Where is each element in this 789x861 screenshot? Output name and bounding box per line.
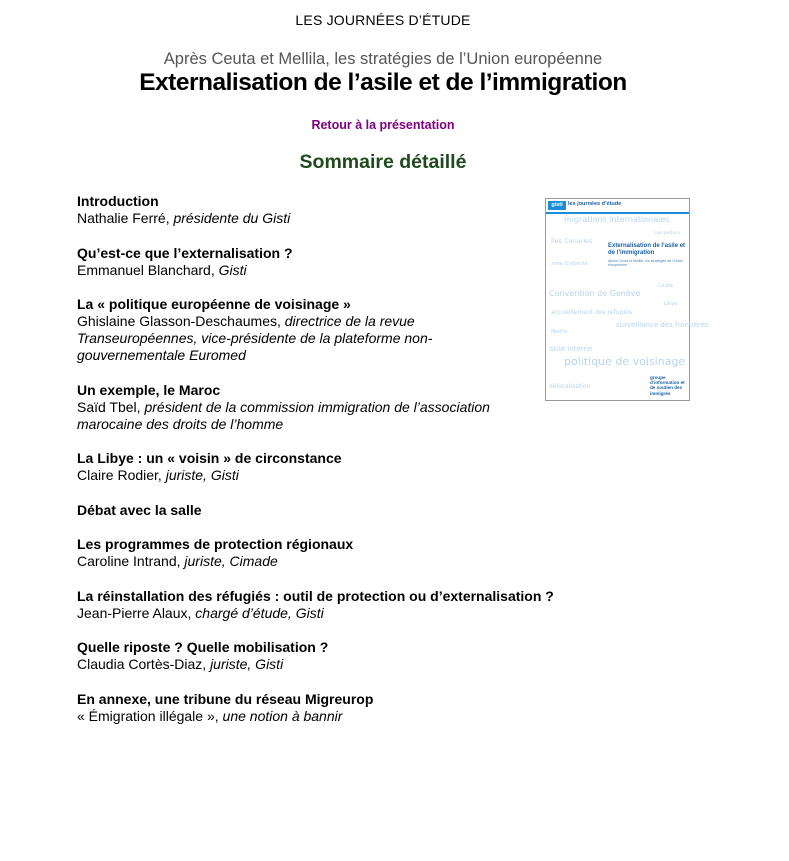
toc-heading: Sommaire détaillé bbox=[299, 151, 467, 173]
toc-entry-role: chargé d’étude, Gisti bbox=[195, 604, 324, 621]
toc-entry-role: président de la commission immigration de l’association marocaine des droits de l’homme bbox=[77, 398, 490, 432]
back-to-presentation-link[interactable]: Retour à la présentation bbox=[311, 118, 455, 132]
toc-entry-voisinage bbox=[77, 296, 527, 364]
toc-entry-role: présidente du Gisti bbox=[173, 210, 291, 226]
toc-entry-libye bbox=[77, 450, 527, 484]
toc-entry-title[interactable]: Quelle riposte ? Quelle mobilisation ? bbox=[77, 639, 329, 655]
cover-word: délocalisation bbox=[549, 383, 591, 390]
toc-entry-title[interactable]: La réinstallation des réfugiés : outil de protection ou d’externalisation ? bbox=[77, 587, 554, 604]
toc-entry-title[interactable]: La « politique européenne de voisinage » bbox=[77, 296, 351, 312]
toc-entry-annexe bbox=[77, 691, 527, 725]
cover-subtitle: Après Ceuta et Mellila, les stratégies de l’Union européenne bbox=[608, 259, 684, 268]
toc-entry-externalisation bbox=[77, 245, 527, 279]
series-title: LES JOURNÉES D’ÉTUDE bbox=[295, 12, 471, 28]
toc-entry-title[interactable]: Introduction bbox=[77, 193, 159, 209]
toc-entry-author: Caroline Intrand, bbox=[77, 553, 185, 569]
cover-publisher: groupe d’information et de soutien des immigrés bbox=[650, 375, 685, 396]
cover-word: Mellila bbox=[551, 329, 568, 335]
toc-entry-author: Jean-Pierre Alaux, bbox=[77, 604, 196, 621]
cover-word: migrations internationales bbox=[564, 215, 670, 224]
page-title: Externalisation de l’asile et de l’immigration bbox=[139, 69, 627, 96]
toc-entry-author: Claire Rodier, bbox=[77, 467, 166, 483]
gisti-badge: gisti bbox=[548, 201, 566, 210]
toc-entry-title[interactable]: Un exemple, le Maroc bbox=[77, 381, 221, 398]
cover-word: Convention de Genève bbox=[549, 289, 641, 298]
cover-word: surveillance des frontières bbox=[616, 321, 709, 329]
cover-word: Libye bbox=[664, 301, 678, 307]
toc-entry-author: Ghislaine Glasson-Deschaumes, bbox=[77, 313, 285, 329]
toc-entry-maroc bbox=[77, 382, 527, 433]
toc-entry-role: Gisti bbox=[218, 261, 247, 278]
toc-entry-introduction bbox=[77, 193, 527, 227]
cover-word: Lampedusa bbox=[654, 231, 681, 236]
toc-entry-debat bbox=[77, 502, 527, 519]
toc-entry-role: juriste, Gisti bbox=[165, 467, 239, 483]
toc-entry-author: Emmanuel Blanchard, bbox=[77, 261, 219, 278]
cover-series: les journées d’étude bbox=[568, 201, 622, 207]
page-subtitle: Après Ceuta et Mellila, les stratégies de l’Union européenne bbox=[163, 50, 603, 68]
cover-title: Externalisation de l’asile et de l’immigration bbox=[608, 243, 686, 256]
toc-entry-programmes bbox=[77, 536, 527, 570]
cover-word: îles Canaries bbox=[551, 237, 593, 245]
cover-word: asile interne bbox=[549, 345, 593, 353]
toc-entry-author: « Émigration illégale », bbox=[77, 707, 223, 724]
toc-entry-riposte bbox=[77, 639, 527, 673]
cover-word: politique de voisinage bbox=[564, 355, 686, 368]
toc-entry-author: Nathalie Ferré, bbox=[77, 210, 174, 226]
toc-entry-role: juriste, Cimade bbox=[184, 553, 278, 569]
toc-entry-author: Claudia Cortès-Diaz, bbox=[77, 656, 211, 672]
toc-entry-role: directrice de la revue Transeuropéennes, vice-présidente de la plateforme non-gouvernementale Euromed bbox=[77, 313, 433, 363]
cover-word: Ceuta bbox=[658, 283, 673, 289]
toc-entry-title[interactable]: Les programmes de protection régionaux bbox=[77, 536, 354, 552]
toc-entry-title[interactable]: Débat avec la salle bbox=[77, 501, 202, 518]
cover-word: accueillement des réfugiés bbox=[551, 309, 632, 316]
toc-entry-title[interactable]: En annexe, une tribune du réseau Migreurop bbox=[77, 690, 374, 707]
book-cover-image[interactable] bbox=[545, 198, 709, 401]
toc-entry-author: Saïd Tbel, bbox=[77, 398, 145, 415]
toc-entry-title[interactable]: Qu’est-ce que l’externalisation ? bbox=[77, 244, 293, 261]
toc-entry-role: une notion à bannir bbox=[222, 707, 343, 724]
toc-entry-role: juriste, Gisti bbox=[210, 656, 284, 672]
cover-word: zone d’attente bbox=[551, 261, 588, 267]
table-of-contents bbox=[77, 193, 554, 742]
toc-entry-reinstallation bbox=[77, 587, 554, 622]
toc-entry-title[interactable]: La Libye : un « voisin » de circonstance bbox=[77, 450, 342, 466]
cover-accent-bar bbox=[546, 212, 689, 214]
